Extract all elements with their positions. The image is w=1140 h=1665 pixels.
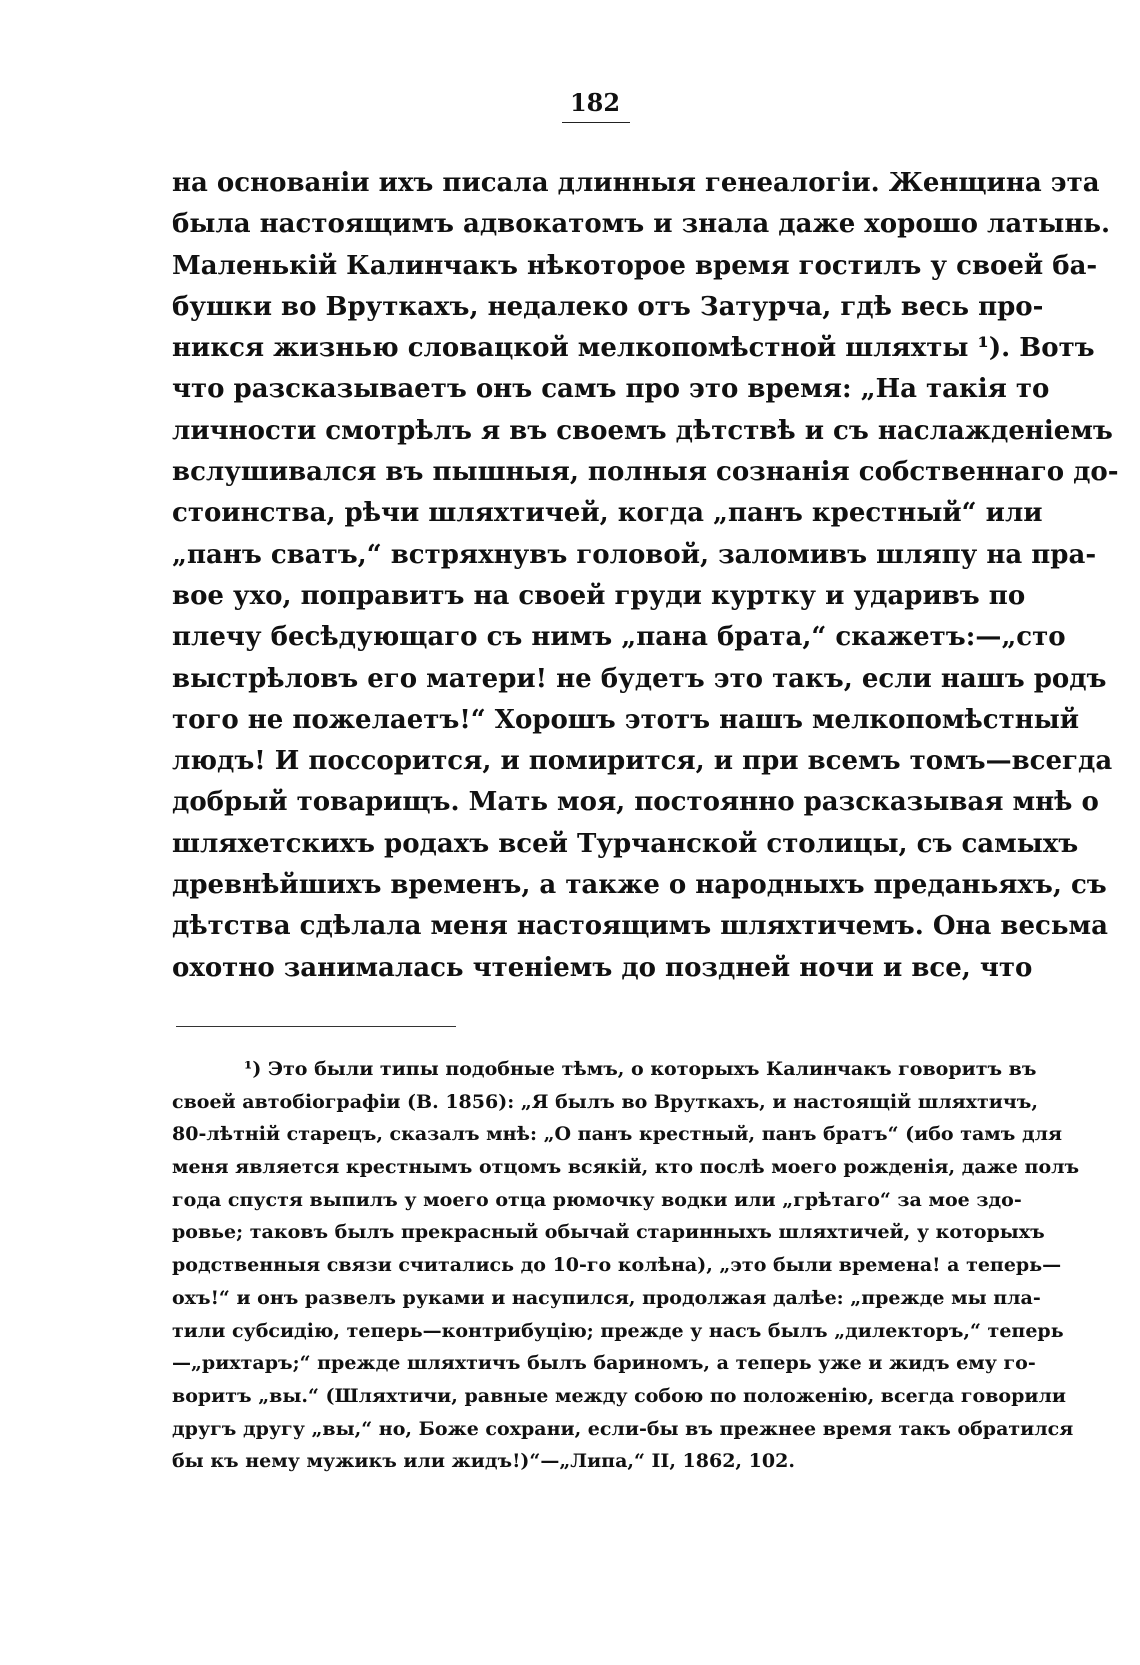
body-line: „панъ сватъ,“ встряхнувъ головой, заломивъ шляпу на пра- [172,539,1097,570]
footnote-line: своей автобiографiи (В. 1856): „Я былъ во Вруткахъ, и настоящiй шляхтичъ, [172,1090,1038,1113]
body-line: шляхетскихъ родахъ всей Турчанской столицы, съ самыхъ [172,828,1079,859]
footnote-line: меня является крестнымъ отцомъ всякiй, кто послѣ моего рожденiя, даже полъ [172,1156,1080,1179]
body-line: добрый товарищъ. Мать моя, постоянно разсказывая мнѣ о [172,787,1099,818]
footnote-line: 80-лѣтнiй старецъ, сказалъ мнѣ: „О панъ крестный, панъ братъ“ (ибо тамъ для [172,1123,1063,1146]
footnote-line: ровье; таковъ былъ прекрасный обычай старинныхъ шляхтичей, у которыхъ [172,1221,1045,1244]
footnote [172,1053,1080,1478]
body-line: стоинства, рѣчи шляхтичей, когда „панъ крестный“ или [172,498,1043,529]
page-number: 182 [569,88,621,117]
footnote-line: бы къ нему мужикъ или жидъ!)“—„Липа,“ II, 1862, 102. [172,1450,795,1473]
footnote-line: года спустя выпилъ у моего отца рюмочку водки или „грѣтаго“ за мое здо- [172,1188,1022,1211]
page-number-underline [562,122,630,123]
body-line: на основанiи ихъ писала длинныя генеалогiи. Женщина эта [172,168,1100,198]
footnote-line: охъ!“ и онъ развелъ руками и насупился, продолжая далѣе: „прежде мы пла- [172,1286,1041,1309]
body-line: древнѣйшихъ временъ, а также о народныхъ преданьяхъ, съ [172,870,1107,901]
footnote-line: другъ другу „вы,“ но, Боже сохрани, если-бы въ прежнее время такъ обратился [172,1417,1074,1440]
body-line: была настоящимъ адвокатомъ и знала даже хорошо латынь. [172,209,1111,240]
body-line: что разсказываетъ онъ самъ про это время: „На такiя то [172,374,1050,405]
body-line: дѣтства сдѣлала меня настоящимъ шляхтичемъ. Она весьма [172,911,1108,942]
body-line: вое ухо, поправитъ на своей груди куртку и ударивъ по [172,580,1026,611]
footnote-separator [176,1026,456,1027]
body-line: бушки во Вруткахъ, недалеко отъ Затурча, гдѣ весь про- [172,291,1044,322]
footnote-line: родственныя связи считались до 10-го колѣна), „это были времена! а теперь— [172,1254,1062,1277]
footnote-line: воритъ „вы.“ (Шляхтичи, равные между собою по положенiю, всегда говорили [172,1384,1066,1407]
body-line: охотно занималась чтенiемъ до поздней ночи и все, что [172,952,1033,983]
footnote-line: ¹) Это были типы подобные тѣмъ, о которыхъ Калинчакъ говоритъ въ [244,1058,1037,1080]
body-line: личности смотрѣлъ я въ своемъ дѣтствѣ и съ наслажденiемъ [172,415,1113,446]
body-line: выстрѣловъ его матери! не будетъ это такъ, если нашъ родъ [172,663,1107,694]
footnote-line: —„рихтаръ;“ прежде шляхтичъ былъ бариномъ, а теперь уже и жидъ ему го- [172,1352,1036,1375]
body-line: Маленькiй Калинчакъ нѣкоторое время гостилъ у своей ба- [172,250,1098,281]
body-line: того не пожелаетъ!“ Хорошъ этотъ нашъ мелкопомѣстный [172,704,1080,735]
body-line: плечу бесѣдующаго съ нимъ „пана брата,“ скажетъ:—„сто [172,622,1066,653]
footnote-line: тили субсидiю, теперь—контрибуцiю; прежде у насъ былъ „дилекторъ,“ теперь [172,1319,1064,1342]
body-line: никся жизнью словацкой мелкопомѣстной шляхты ¹). Вотъ [172,333,1095,364]
body-text [172,163,1119,989]
body-line: людъ! И поссорится, и помирится, и при всемъ томъ—всегда [172,746,1113,777]
body-line: вслушивался въ пышныя, полныя сознанiя собственнаго до- [172,457,1119,488]
